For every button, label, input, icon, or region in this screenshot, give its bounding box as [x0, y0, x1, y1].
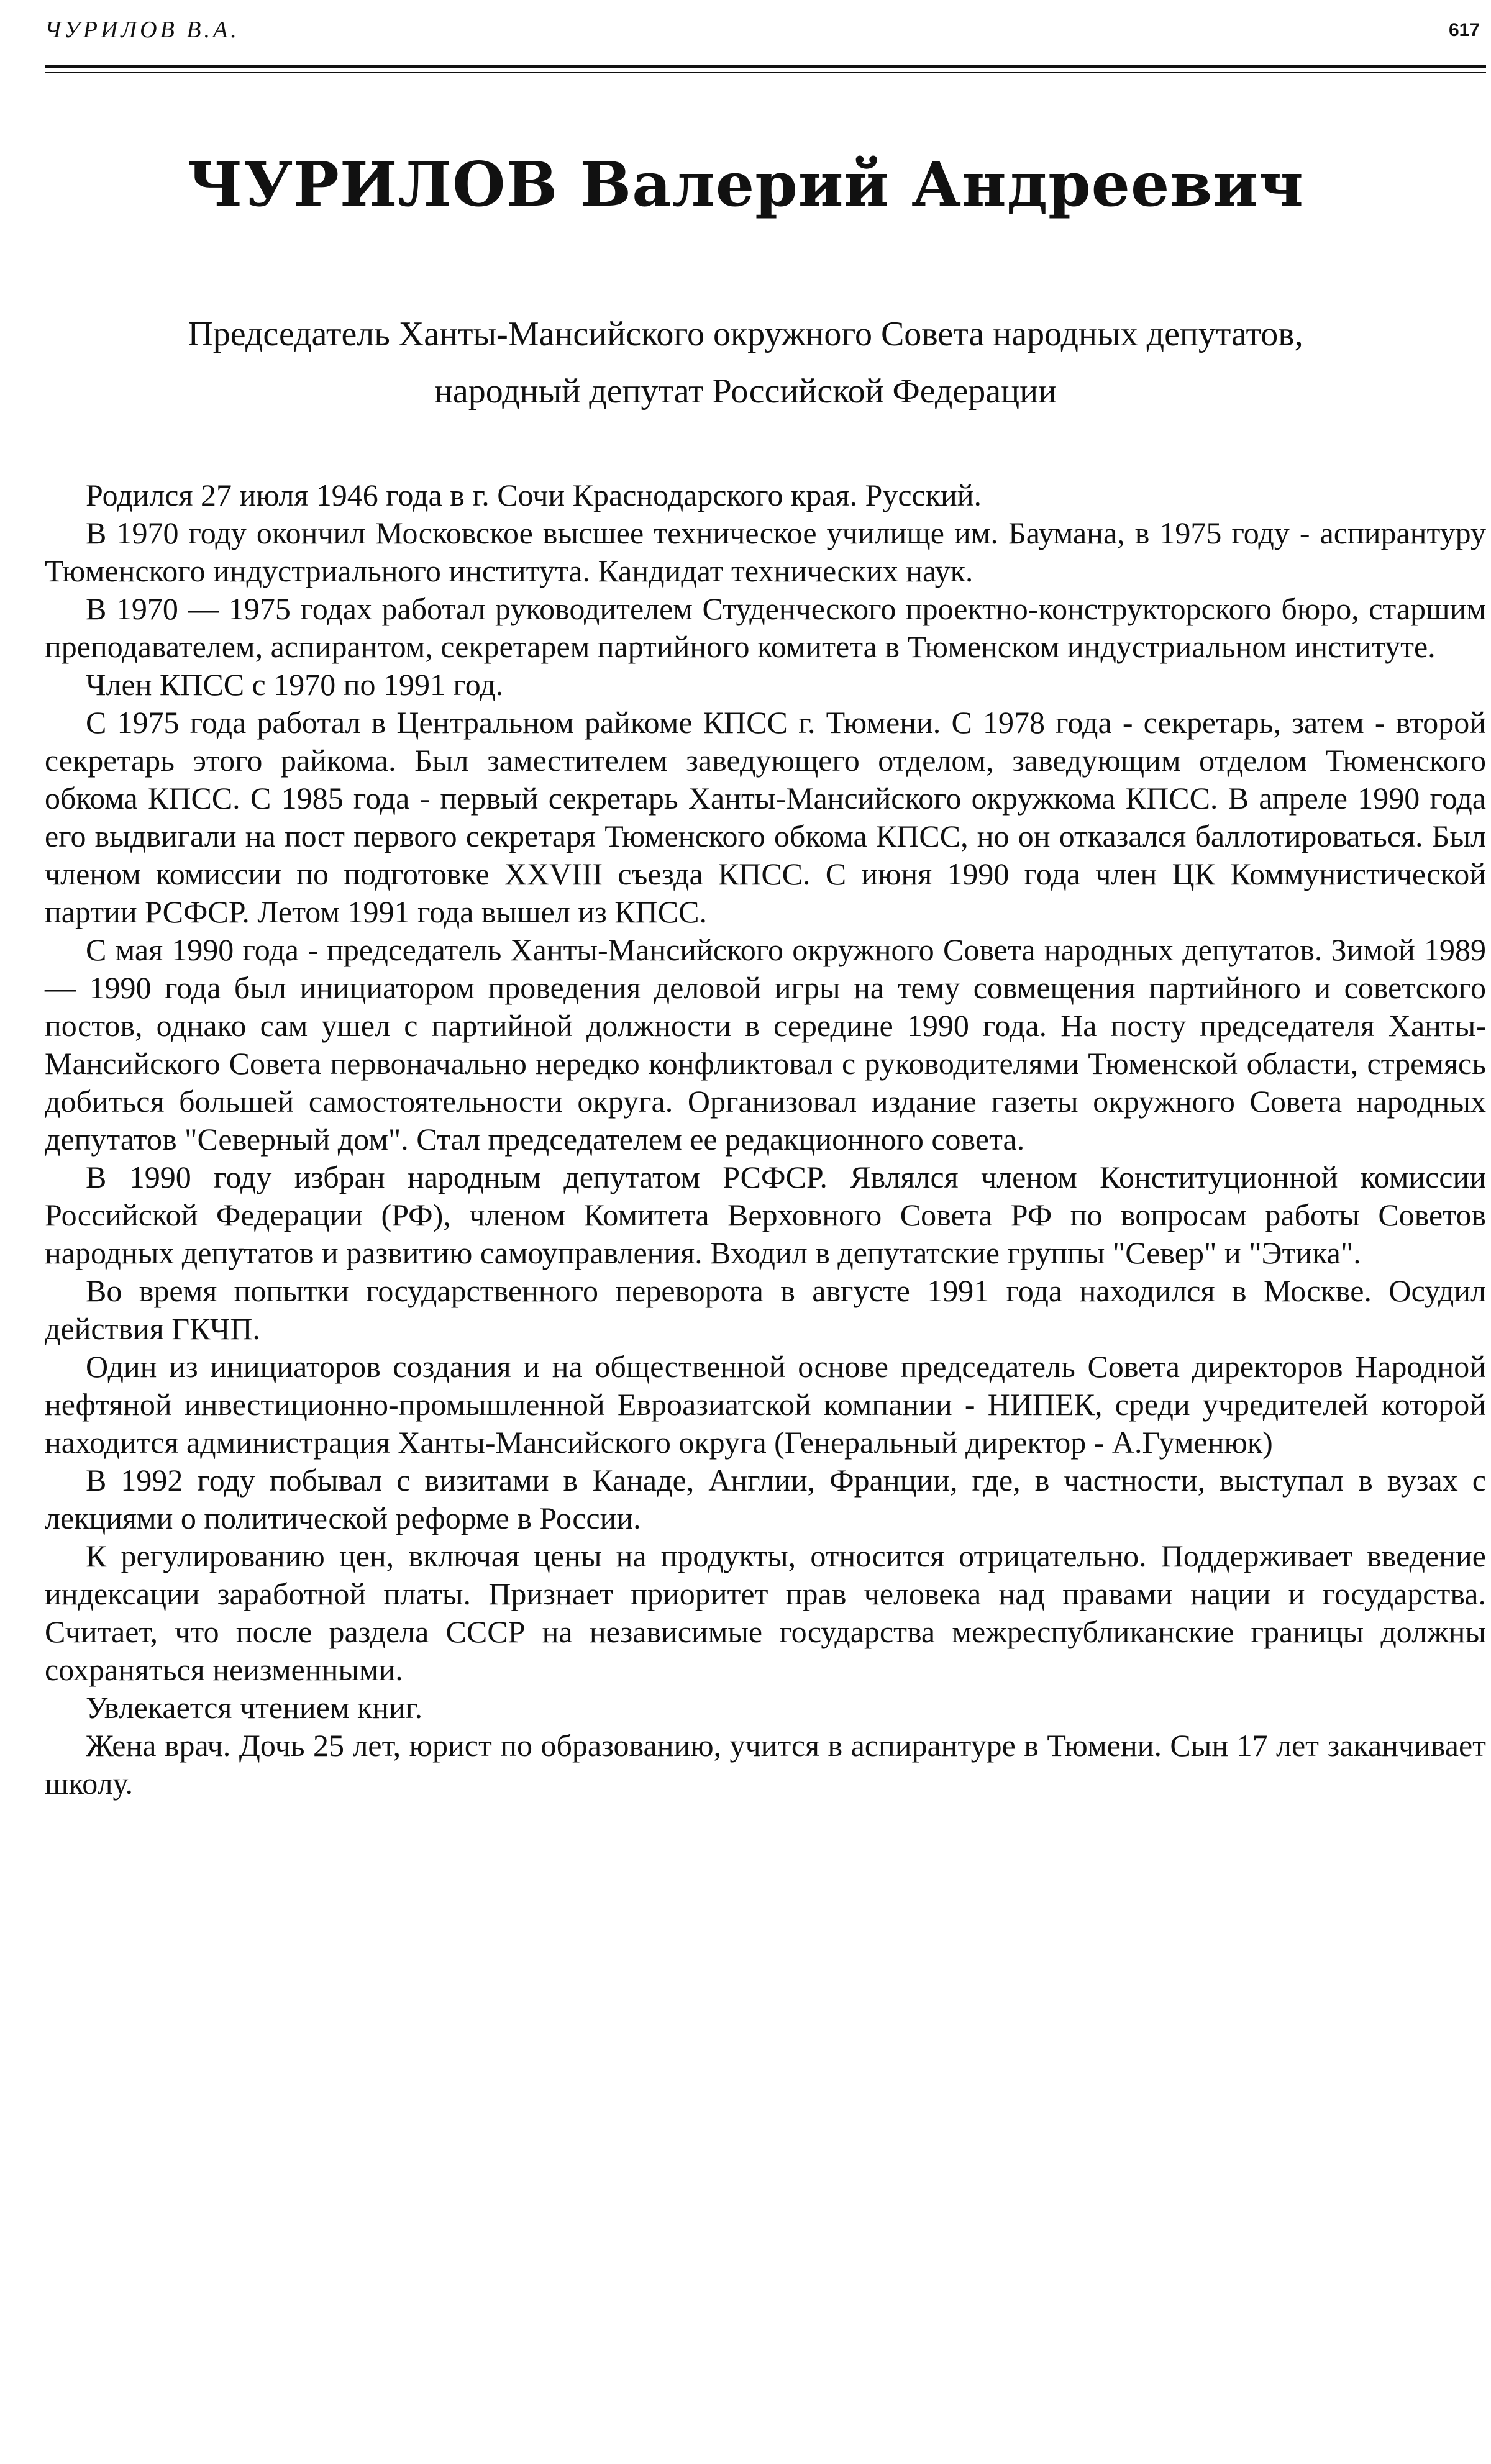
subtitle-line: Председатель Ханты-Мансийского окружного Совета народных депутатов, [188, 315, 1303, 353]
paragraph-family: Жена врач. Дочь 25 лет, юрист по образованию, учится в аспирантуре в Тюмени. Сын 17 лет заканчивает школу. [45, 1728, 1486, 1801]
header-rule-thin [45, 72, 1486, 73]
paragraph-visits: В 1992 году побывал с визитами в Канаде, Англии, Франции, где, в частности, выступал в вузах с лекциями о политической реформе в России. [45, 1463, 1486, 1535]
subtitle-line: народный депутат Российской Федерации [434, 372, 1057, 411]
paragraph-deputy: В 1990 году избран народным депутатом РСФСР. Являлся членом Конституционной комиссии Российской Федерации (РФ), членом Комитета Верховного Совета РФ по вопросам работы Советов народных депутатов и развитию самоуправления. Входил в депутатские группы "Север" и "Этика". [45, 1160, 1486, 1270]
paragraph-party-career: С 1975 года работал в Центральном райкоме КПСС г. Тюмени. С 1978 года - секретарь, затем - второй секретарь этого райкома. Был заместителем заведующего отделом, заведующим отделом Тюменского обкома КПСС. С 1985 года - первый секретарь Ханты-Мансийского окружкома КПСС. В апреле 1990 года его выдвигали на пост первого секретаря Тюменского обкома КПСС, но он отказался баллотироваться. Был членом комиссии по подготовке XXVIII съезда КПСС. С июня 1990 года член ЦК Коммунистической партии РСФСР. Летом 1991 года вышел из КПСС. [45, 705, 1486, 929]
paragraph-birth: Родился 27 июля 1946 года в г. Сочи Краснодарского края. Русский. [86, 478, 982, 512]
paragraph-hobby: Увлекается чтением книг. [86, 1690, 423, 1725]
paragraph-early-career: В 1970 — 1975 годах работал руководителем Студенческого проектно-конструкторского бюро, старшим преподавателем, аспирантом, секретарем партийного комитета в Тюменском индустриальном институте. [45, 591, 1486, 664]
paragraph-education: В 1970 году окончил Московское высшее техническое училище им. Баумана, в 1975 году - аспирантуру Тюменского индустриального института. Кандидат технических наук. [45, 516, 1486, 588]
page-number: 617 [1448, 20, 1480, 40]
biography-body [45, 476, 1486, 1803]
paragraph-party-membership: Член КПСС с 1970 по 1991 год. [86, 667, 504, 702]
header-rule-thick [45, 65, 1486, 68]
paragraph-council-chair: С мая 1990 года - председатель Ханты-Мансийского окружного Совета народных депутатов. Зимой 1989 — 1990 года был инициатором проведения деловой игры на тему совмещения партийного и советского постов, однако сам ушел с партийной должности в середине 1990 года. На посту председателя Ханты-Мансийского Совета первоначально нередко конфликтовал с руководителями Тюменской области, стремясь добиться большей самостоятельности округа. Организовал издание газеты окружного Совета народных депутатов "Северный дом". Стал председателем ее редакционного совета. [45, 932, 1486, 1157]
paragraph-views: К регулированию цен, включая цены на продукты, относится отрицательно. Поддерживает введение индексации заработной платы. Признает приоритет прав человека над правами нации и государства. Считает, что после раздела СССР на независимые государства межреспубликанские границы должны сохраняться неизменными. [45, 1539, 1486, 1687]
subtitle [124, 306, 1367, 420]
paragraph-august-1991: Во время попытки государственного переворота в августе 1991 года находился в Москве. Осудил действия ГКЧП. [45, 1273, 1486, 1346]
paragraph-nipek: Один из инициаторов создания и на общественной основе председатель Совета директоров Народной нефтяной инвестиционно-промышленной Евроазиатской компании - НИПЕК, среди учредителей которой находится администрация Ханты-Мансийского округа (Генеральный директор - А.Гуменюк) [45, 1349, 1486, 1460]
page-title: ЧУРИЛОВ Валерий Андреевич [187, 149, 1304, 220]
running-head: ЧУРИЛОВ В.А. [45, 17, 240, 43]
